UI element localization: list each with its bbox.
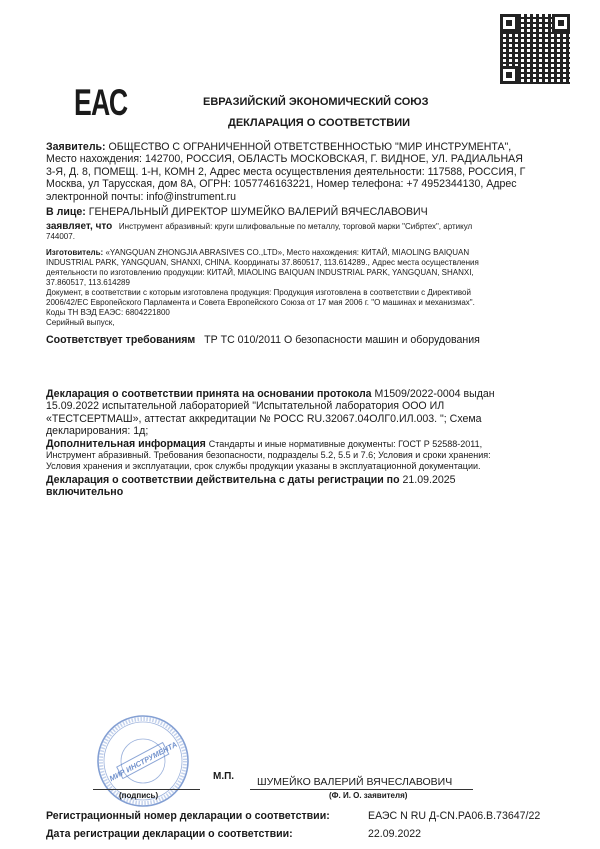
applicant-address-3: Москва, ул Тарусская, дом 8А, ОГРН: 1057746163221, Номер телефона: +7 4952344130, Адрес <box>46 178 517 191</box>
manufacturer-block <box>46 248 571 328</box>
conforms-line <box>46 334 480 346</box>
validity-value: 21.09.2025 <box>402 474 456 486</box>
declares-block <box>46 222 566 242</box>
signer-name: ШУМЕЙКО ВАЛЕРИЙ ВЯЧЕСЛАВОВИЧ <box>257 776 453 788</box>
eac-logo: ЕАС <box>74 82 128 123</box>
additional-block <box>46 438 571 472</box>
basis-block <box>46 388 566 438</box>
applicant-address-2: 3-Я, Д. 8, ПОМЕЩ. 1-Н, КОМН 2, Адрес места осуществления деятельности: 117588, РОССИЯ, Г <box>46 165 526 178</box>
manufacturer-line-7: Коды ТН ВЭД ЕАЭС: 6804221800 <box>46 308 170 317</box>
person-value: ГЕНЕРАЛЬНЫЙ ДИРЕКТОР ШУМЕЙКО ВАЛЕРИЙ ВЯЧЕСЛАВОВИЧ <box>88 206 428 218</box>
registration-number-label: Регистрационный номер декларации о соответствии: <box>46 810 330 822</box>
applicant-email: электронной почты: info@instrument.ru <box>46 190 237 203</box>
applicant-block <box>46 141 566 203</box>
manufacturer-line-4: 37.860517, 113.614289 <box>46 278 130 287</box>
manufacturer-line-3: деятельности по изготовлению продукции: КИТАЙ, MIAOLING BAIQUAN INDUSTRIAL PARK, YANGQUAN, SHANXI, <box>46 268 474 277</box>
validity-block <box>46 474 566 499</box>
registration-date-label: Дата регистрации декларации о соответствии: <box>46 828 293 840</box>
conforms-label: Соответствует требованиям <box>46 334 196 346</box>
seal-center-text: МИР ИНСТРУМЕНТА <box>107 739 179 784</box>
validity-label: Декларация о соответствии действительна с даты регистрации по <box>46 474 400 486</box>
registration-number-value: ЕАЭС N RU Д-CN.РА06.В.73647/22 <box>368 810 541 822</box>
manufacturer-label: Изготовитель: <box>46 248 104 257</box>
additional-label: Дополнительная информация <box>46 438 206 450</box>
name-line <box>250 789 473 790</box>
person-line <box>46 206 428 218</box>
applicant-label: Заявитель: <box>46 141 106 153</box>
basis-line-3: «ТЕСТСЕРТМАШ», аттестат аккредитации № РОСС RU.32067.04ОЛГ0.ИЛ.003. "; Схема <box>46 412 482 425</box>
person-label: В лице: <box>46 206 86 218</box>
declares-article: 744007. <box>46 232 75 241</box>
name-caption: (Ф. И. О. заявителя) <box>329 791 408 800</box>
manufacturer-line-8: Серийный выпуск, <box>46 318 115 327</box>
declares-label: заявляет, что <box>46 221 113 232</box>
signature-caption: (подпись) <box>119 791 159 800</box>
additional-line-2: Инструмент абразивный. Требования безопасности, подразделы 5.2, 5.5 и 7.6; Условия и сроки хранения: <box>46 450 491 461</box>
manufacturer-line-2: INDUSTRIAL PARK, YANGQUAN, SHANXI, CHINA. Координаты 37.860517, 113.614289., Адрес места осуществления <box>46 258 479 267</box>
applicant-value: ОБЩЕСТВО С ОГРАНИЧЕННОЙ ОТВЕТСТВЕННОСТЬЮ "МИР ИНСТРУМЕНТА", <box>108 141 512 153</box>
validity-inclusive: включительно <box>46 486 124 499</box>
manufacturer-value: «YANGQUAN ZHONGJIA ABRASIVES CO.,LTD», Место нахождения: КИТАЙ, MIAOLING BAIQUAN <box>105 248 470 257</box>
basis-value: М1509/2022-0004 выдан <box>374 388 495 400</box>
declares-value: Инструмент абразивный: круги шлифовальные по металлу, торговой марки "Сибртех", артикул <box>118 222 473 231</box>
basis-line-2: 15.09.2022 испытательной лабораторией "Испытательной лаборатория ООО ИЛ <box>46 400 445 413</box>
qr-code <box>500 14 570 84</box>
applicant-address: Место нахождения: 142700, РОССИЯ, ОБЛАСТЬ МОСКОВСКАЯ, Г. ВИДНОЕ, УЛ. РАДИАЛЬНАЯ <box>46 153 523 166</box>
stamp-place-label: М.П. <box>213 771 235 782</box>
additional-line-3: Условия хранения и эксплуатации, срок службы продукции указаны в эксплуатационной документации. <box>46 461 481 472</box>
basis-label: Декларация о соответствии принята на основании протокола <box>46 388 372 400</box>
registration-date-value: 22.09.2022 <box>368 828 422 840</box>
basis-line-4: декларирования: 1д; <box>46 425 149 438</box>
manufacturer-line-6: 2006/42/ЕС Европейского Парламента и Совета Европейского Союза от 17 мая 2006 г. "О машинах и механизмах". <box>46 298 475 307</box>
signature-line <box>93 789 200 790</box>
additional-value: Стандарты и иные нормативные документы: ГОСТ Р 52588-2011, <box>208 439 483 449</box>
document-title: ДЕКЛАРАЦИЯ О СООТВЕТСТВИИ <box>228 117 411 129</box>
manufacturer-line-5: Документ, в соответствии с которым изготовлена продукция: Продукция изготовлена в соответствии с Директивой <box>46 288 471 297</box>
union-title: ЕВРАЗИЙСКИЙ ЭКОНОМИЧЕСКИЙ СОЮЗ <box>203 96 429 108</box>
conforms-value: ТР ТС 010/2011 О безопасности машин и оборудования <box>204 334 480 346</box>
